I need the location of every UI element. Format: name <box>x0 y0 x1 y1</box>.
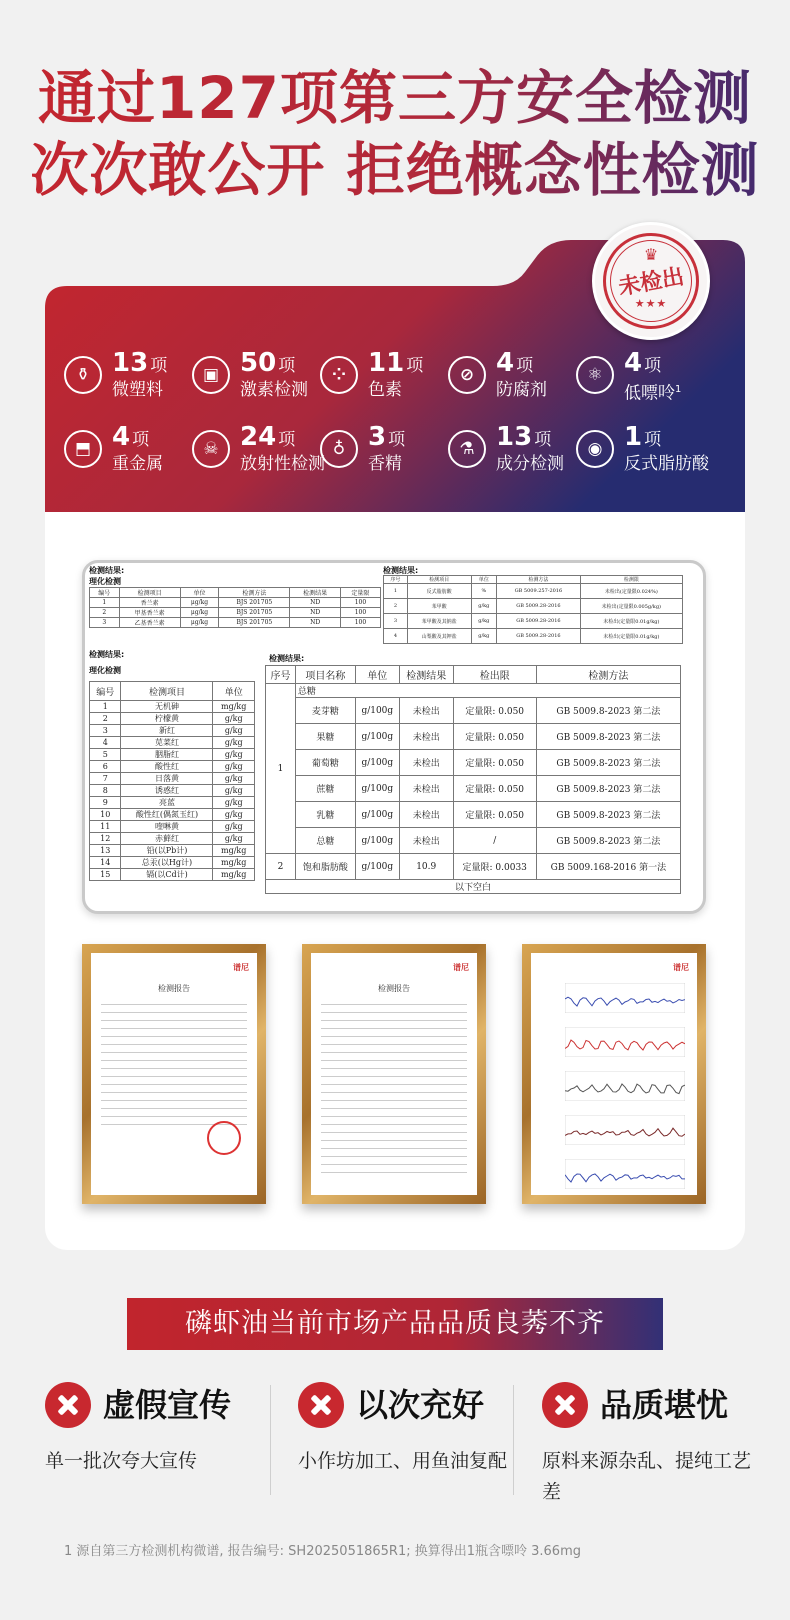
problem-title: 以次充好 <box>356 1386 485 1424</box>
table-cell: 未检出 <box>399 802 453 828</box>
table-cell: 10 <box>90 809 121 821</box>
certificate-title: 检测报告 <box>378 984 410 993</box>
table-group: 总糖 <box>295 684 680 698</box>
stat-unit: 项 <box>278 356 296 376</box>
table-header: 单位 <box>180 588 219 598</box>
table-cell: 12 <box>90 833 121 845</box>
table-cell: 未检出(定量限0.01g/kg) <box>580 629 682 644</box>
headline <box>0 62 790 206</box>
table-row <box>266 698 681 724</box>
table-cell: g/kg <box>213 821 255 833</box>
stat-unit: 项 <box>644 356 662 376</box>
stat-item <box>60 422 196 482</box>
report-t3-title: 检测结果: <box>89 650 125 659</box>
table-cell: GB 5009.8-2023 第二法 <box>536 828 680 854</box>
stat-number: 4 项 <box>112 422 150 452</box>
stat-item <box>572 422 708 482</box>
table-cell: 7 <box>90 773 121 785</box>
table-cell: 饱和脂肪酸 <box>295 854 355 880</box>
table-header: 单位 <box>213 682 255 701</box>
table-cell: ND <box>290 608 341 618</box>
table-cell: 葡萄糖 <box>295 750 355 776</box>
table-row <box>90 821 255 833</box>
crown-icon: ♛ <box>643 245 659 264</box>
table-cell: mg/kg <box>213 845 255 857</box>
certificate-frame <box>302 944 486 1204</box>
stat-label: 重金属 <box>112 454 163 474</box>
report-table-heavy-metals <box>89 681 255 881</box>
table-cell: 13 <box>90 845 121 857</box>
headline-line-1: 通过127项第三方安全检测 <box>0 62 790 134</box>
table-row <box>266 750 681 776</box>
table-cell: 未检出 <box>399 828 453 854</box>
table-cell: mg/kg <box>213 701 255 713</box>
table-cell: 喹啉黄 <box>121 821 213 833</box>
table-cell: 苯甲酸及其钠盐 <box>407 614 471 629</box>
close-x-icon <box>298 1382 344 1428</box>
stat-number: 50 项 <box>240 348 296 378</box>
table-cell: 山梨酸及其钾盐 <box>407 629 471 644</box>
table-cell: g/kg <box>213 737 255 749</box>
stat-unit: 项 <box>132 430 150 450</box>
table-row <box>266 854 681 880</box>
certificate-page <box>91 953 257 1195</box>
stat-unit: 项 <box>534 430 552 450</box>
table-header: 定量限 <box>340 588 380 598</box>
certificate-lines <box>321 997 467 1173</box>
stat-label: 激素检测 <box>240 380 308 400</box>
table-cell: 2 <box>90 608 120 618</box>
headline-line-2: 次次敢公开 拒绝概念性检测 <box>0 134 790 206</box>
stat-unit: 项 <box>150 356 168 376</box>
table-cell: / <box>453 828 536 854</box>
table-row <box>266 802 681 828</box>
table-header: 检测方法 <box>219 588 290 598</box>
table-header: 序号 <box>384 576 408 584</box>
table-cell: 甲基香兰素 <box>119 608 180 618</box>
problem-title: 品质堪忧 <box>600 1386 729 1424</box>
table-cell: 2 <box>90 713 121 725</box>
report-table-sugars <box>265 665 681 894</box>
dots-icon: ⁘ <box>320 356 358 394</box>
stat-unit: 项 <box>644 430 662 450</box>
table-cell: g/100g <box>355 802 399 828</box>
table-header: 单位 <box>471 576 497 584</box>
table-row <box>90 773 255 785</box>
table-cell: GB 5009.28-2016 <box>497 629 581 644</box>
table-cell: 未检出 <box>399 698 453 724</box>
certificate-lines <box>101 997 247 1125</box>
table-row <box>90 845 255 857</box>
table-cell: 100 <box>340 608 380 618</box>
table-cell: g/100g <box>355 854 399 880</box>
table-cell: 柠檬黄 <box>121 713 213 725</box>
table-header: 检测限 <box>580 576 682 584</box>
table-cell: 酸性红 <box>121 761 213 773</box>
table-header: 检测项目 <box>119 588 180 598</box>
table-cell: 2 <box>266 854 296 880</box>
table-cell: 定量限: 0.050 <box>453 724 536 750</box>
table-cell: BJS 201705 <box>219 598 290 608</box>
footnote-marker: 1 <box>675 384 682 395</box>
test-tube-icon: ⚗ <box>448 430 486 468</box>
table-cell: g/100g <box>355 776 399 802</box>
table-cell: g/kg <box>213 761 255 773</box>
table-row <box>384 614 683 629</box>
perfume-icon: ♁ <box>320 430 358 468</box>
table-row <box>90 857 255 869</box>
table-cell: 总汞(以Hg计) <box>121 857 213 869</box>
table-cell: 未检出 <box>399 750 453 776</box>
stat-item <box>572 348 708 408</box>
table-cell: 5 <box>90 749 121 761</box>
table-cell: GB 5009.168-2016 第一法 <box>536 854 680 880</box>
table-cell: 总糖 <box>295 828 355 854</box>
table-cell: 14 <box>90 857 121 869</box>
table-cell: 8 <box>90 785 121 797</box>
certificate-frame <box>522 944 706 1204</box>
table-row <box>90 833 255 845</box>
table-cell: mg/kg <box>213 857 255 869</box>
chromatogram-chart <box>565 1027 685 1057</box>
table-cell: 3 <box>90 725 121 737</box>
table-cell: μg/kg <box>180 618 219 628</box>
table-cell: g/kg <box>213 749 255 761</box>
table-cell: g/kg <box>213 773 255 785</box>
table-cell: 定量限: 0.0033 <box>453 854 536 880</box>
table-cell: 定量限: 0.050 <box>453 802 536 828</box>
table-cell: 未检出(定量限0.01g/kg) <box>580 614 682 629</box>
table-cell: 未检出(定量限0.024%) <box>580 584 682 599</box>
stat-number: 11 项 <box>368 348 424 378</box>
table-cell: 3 <box>90 618 120 628</box>
divider <box>513 1385 514 1495</box>
table-header: 检测结果 <box>399 666 453 684</box>
stat-label: 放射性检测 <box>240 454 325 474</box>
table-cell: 2 <box>384 599 408 614</box>
certificate-page <box>531 953 697 1195</box>
table-cell: 定量限: 0.050 <box>453 776 536 802</box>
table-cell: 果糖 <box>295 724 355 750</box>
table-row <box>90 701 255 713</box>
table-cell: 乙基香兰素 <box>119 618 180 628</box>
report-t1-subtitle: 理化检测 <box>89 577 121 586</box>
table-cell: 麦芽糖 <box>295 698 355 724</box>
stat-number: 24 项 <box>240 422 296 452</box>
chromatogram-chart <box>565 1115 685 1145</box>
table-cell: GB 5009.8-2023 第二法 <box>536 750 680 776</box>
table-row <box>384 599 683 614</box>
divider <box>270 1385 271 1495</box>
table-cell: ND <box>290 598 341 608</box>
table-header: 检测方法 <box>497 576 581 584</box>
table-cell: g/kg <box>213 713 255 725</box>
table-end-note: 以下空白 <box>266 880 681 894</box>
close-x-icon <box>45 1382 91 1428</box>
stat-label: 微塑料 <box>112 380 163 400</box>
problem-desc: 小作坊加工、用鱼油复配 <box>298 1450 508 1472</box>
table-header: 序号 <box>266 666 296 684</box>
table-cell: 定量限: 0.050 <box>453 750 536 776</box>
lab-logo: 谱尼 <box>233 963 249 972</box>
table-cell: 15 <box>90 869 121 881</box>
stat-number: 4 项 <box>496 348 534 378</box>
table-cell: 酸性红(偶氮玉红) <box>121 809 213 821</box>
stat-item <box>188 348 324 408</box>
table-header: 检测项目 <box>407 576 471 584</box>
table-cell: GB 5009.8-2023 第二法 <box>536 776 680 802</box>
table-row <box>266 724 681 750</box>
table-cell: 反式脂肪酸 <box>407 584 471 599</box>
table-cell: g/kg <box>471 614 497 629</box>
stat-number: 13 项 <box>112 348 168 378</box>
table-cell: 亮蓝 <box>121 797 213 809</box>
table-cell: 苯甲酸 <box>407 599 471 614</box>
stars-icon: ★★★ <box>634 297 668 310</box>
table-cell: 未检出 <box>399 724 453 750</box>
table-cell: 9 <box>90 797 121 809</box>
stat-label: 色素 <box>368 380 402 400</box>
table-cell: 未检出 <box>399 776 453 802</box>
stat-unit: 项 <box>278 430 296 450</box>
table-row <box>90 618 381 628</box>
table-cell: GB 5009.257-2016 <box>497 584 581 599</box>
table-row <box>266 776 681 802</box>
seal-text: 未检出 <box>616 264 687 301</box>
capsule-icon: ⊘ <box>448 356 486 394</box>
table-cell: 未检出(定量限0.005g/kg) <box>580 599 682 614</box>
table-row <box>90 737 255 749</box>
table-cell: 苋菜红 <box>121 737 213 749</box>
table-cell: g/kg <box>471 629 497 644</box>
stat-label: 香精 <box>368 454 402 474</box>
table-cell: mg/kg <box>213 869 255 881</box>
stat-label: 成分检测 <box>496 454 564 474</box>
table-cell: 赤藓红 <box>121 833 213 845</box>
table-cell: GB 5009.8-2023 第二法 <box>536 802 680 828</box>
certificate-title: 检测报告 <box>158 984 190 993</box>
stat-item <box>316 422 452 482</box>
table-header: 检测结果 <box>290 588 341 598</box>
table-header: 编号 <box>90 682 121 701</box>
table-cell: g/kg <box>213 725 255 737</box>
certificate-page <box>311 953 477 1195</box>
table-cell: GB 5009.28-2016 <box>497 614 581 629</box>
stat-unit: 项 <box>388 430 406 450</box>
skull-icon: ☠ <box>192 430 230 468</box>
stat-label: 防腐剂 <box>496 380 547 400</box>
table-cell: ND <box>290 618 341 628</box>
lab-logo: 谱尼 <box>453 963 469 972</box>
table-cell: 诱惑红 <box>121 785 213 797</box>
table-cell: 100 <box>340 618 380 628</box>
atom-icon: ⚛ <box>576 356 614 394</box>
table-cell: 4 <box>90 737 121 749</box>
table-cell: 乳糖 <box>295 802 355 828</box>
stat-item <box>316 348 452 408</box>
table-cell: 胭脂红 <box>121 749 213 761</box>
table-cell: GB 5009.8-2023 第二法 <box>536 698 680 724</box>
table-cell: g/kg <box>213 797 255 809</box>
stat-item <box>60 348 196 408</box>
table-cell: BJS 201705 <box>219 618 290 628</box>
table-row <box>90 761 255 773</box>
table-row <box>266 684 681 698</box>
problem-banner: 磷虾油当前市场产品品质良莠不齐 <box>127 1298 663 1350</box>
table-row <box>90 797 255 809</box>
lab-logo: 谱尼 <box>673 963 689 972</box>
table-cell: 4 <box>384 629 408 644</box>
table-header: 编号 <box>90 588 120 598</box>
table-cell: 6 <box>90 761 121 773</box>
certificate-frame <box>82 944 266 1204</box>
jar-icon: ▣ <box>192 356 230 394</box>
footnote: 1 源自第三方检测机构微谱, 报告编号: SH2025051865R1; 换算得出1瓶含嘌呤 3.66mg <box>64 1544 581 1559</box>
table-cell: % <box>471 584 497 599</box>
table-row <box>90 809 255 821</box>
table-header: 检出限 <box>453 666 536 684</box>
table-cell: g/100g <box>355 750 399 776</box>
stat-number: 1 项 <box>624 422 662 452</box>
official-stamp <box>207 1121 241 1155</box>
table-cell: g/100g <box>355 698 399 724</box>
table-row <box>90 869 255 881</box>
table-row <box>90 749 255 761</box>
stat-number: 3 项 <box>368 422 406 452</box>
table-row <box>384 584 683 599</box>
stat-number: 4 项 <box>624 348 662 378</box>
fat-icon: ◉ <box>576 430 614 468</box>
table-cell: 11 <box>90 821 121 833</box>
chromatogram-chart <box>565 983 685 1013</box>
table-cell: BJS 201705 <box>219 608 290 618</box>
table-row <box>266 828 681 854</box>
table-cell: 铅(以Pb计) <box>121 845 213 857</box>
close-x-icon <box>542 1382 588 1428</box>
table-cell: g/kg <box>213 785 255 797</box>
table-cell: 3 <box>384 614 408 629</box>
table-cell: 1 <box>266 684 296 854</box>
problem-desc: 单一批次夸大宣传 <box>45 1450 198 1472</box>
stat-unit: 项 <box>516 356 534 376</box>
table-cell: 1 <box>90 598 120 608</box>
table-header: 项目名称 <box>295 666 355 684</box>
table-cell: g/kg <box>471 599 497 614</box>
stat-unit: 项 <box>406 356 424 376</box>
table-cell: μg/kg <box>180 608 219 618</box>
table-cell: 香兰素 <box>119 598 180 608</box>
table-cell: 定量限: 0.050 <box>453 698 536 724</box>
table-cell: 1 <box>384 584 408 599</box>
report-t3-subtitle: 理化检测 <box>89 666 121 675</box>
table-row <box>384 629 683 644</box>
report-t1-title: 检测结果: <box>89 566 125 575</box>
report-t4-title: 检测结果: <box>269 654 305 663</box>
not-detected-seal <box>592 222 710 340</box>
table-cell: g/kg <box>213 833 255 845</box>
table-cell: 蔗糖 <box>295 776 355 802</box>
stat-label: 低嘌呤$^1$ <box>624 383 682 404</box>
report-table-flavor <box>89 587 381 628</box>
stat-item <box>188 422 324 482</box>
table-cell: 新红 <box>121 725 213 737</box>
report-t2-title: 检测结果: <box>383 566 419 575</box>
table-cell: g/100g <box>355 828 399 854</box>
chromatogram-chart <box>565 1071 685 1101</box>
problem-title: 虚假宣传 <box>103 1386 232 1424</box>
table-row <box>90 713 255 725</box>
table-row <box>90 725 255 737</box>
table-cell: 无机砷 <box>121 701 213 713</box>
stat-number: 13 项 <box>496 422 552 452</box>
test-report-excerpt <box>82 560 706 914</box>
table-header: 检测项目 <box>121 682 213 701</box>
stat-item <box>444 348 580 408</box>
stat-item <box>444 422 580 482</box>
table-cell: 10.9 <box>399 854 453 880</box>
table-cell: 镉(以Cd计) <box>121 869 213 881</box>
table-row <box>90 785 255 797</box>
table-row <box>90 598 381 608</box>
bottles-icon: ⚱ <box>64 356 102 394</box>
metal-icon: ⬒ <box>64 430 102 468</box>
table-cell: 100 <box>340 598 380 608</box>
table-row <box>90 608 381 618</box>
table-cell: g/kg <box>213 809 255 821</box>
table-cell: 1 <box>90 701 121 713</box>
stat-label: 反式脂肪酸 <box>624 454 709 474</box>
table-cell: μg/kg <box>180 598 219 608</box>
table-cell: GB 5009.28-2016 <box>497 599 581 614</box>
problem-desc: 原料来源杂乱、提纯工艺差 <box>542 1450 752 1503</box>
chromatogram-chart <box>565 1159 685 1189</box>
table-cell: g/100g <box>355 724 399 750</box>
table-row <box>266 880 681 894</box>
table-header: 检测方法 <box>536 666 680 684</box>
table-cell: GB 5009.8-2023 第二法 <box>536 724 680 750</box>
table-header: 单位 <box>355 666 399 684</box>
report-table-preservatives <box>383 575 683 644</box>
table-cell: 日落黄 <box>121 773 213 785</box>
